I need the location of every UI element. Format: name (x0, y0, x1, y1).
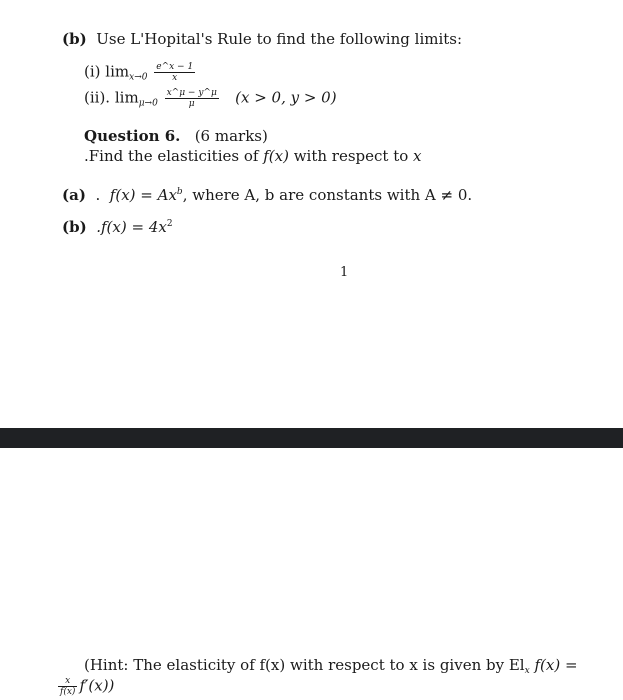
limit-item-i (84, 62, 197, 87)
limit-item-ii (84, 88, 337, 113)
question6-instruction (84, 147, 422, 165)
part-b-heading (62, 30, 462, 48)
hint-line-2 (56, 676, 114, 697)
part-b6-expr: .f(x) = 4x (96, 218, 167, 236)
item-i-sub: x→0 (129, 72, 148, 83)
instruction-prefix: .Find the elasticities of (84, 147, 264, 165)
part-a-rest: , where A, b are constants with A ≠ 0. (182, 186, 473, 204)
item-ii-denominator: μ (188, 99, 195, 109)
item-i-denominator: x (172, 73, 178, 83)
item-ii-label: (ii). (84, 88, 111, 107)
hint-line-1 (84, 656, 578, 680)
item-i-numerator: e^x − 1 (156, 62, 194, 72)
item-ii-condition: (x > 0, y > 0) (235, 88, 337, 107)
part-b-text: Use L'Hopital's Rule to find the following limits: (96, 30, 463, 48)
item-ii-lim: lim (114, 88, 139, 107)
document-page-bottom (0, 448, 623, 700)
item-i-fraction (154, 62, 195, 83)
hint-text: (Hint: The elasticity of f(x) with respect to x is given by El (84, 656, 525, 674)
item-ii-numerator: x^μ − y^μ (166, 88, 217, 98)
part-a-expr: f(x) = Ax (109, 186, 177, 204)
part-b-label: (b) (62, 30, 87, 48)
hint-frac-den: f(x) (60, 687, 76, 697)
hint-fraction (58, 676, 77, 697)
hint-line1-end: f(x) = (534, 656, 578, 674)
instruction-fx: f(x) (263, 147, 289, 165)
instruction-var: x (413, 147, 422, 165)
hint-frac-num: x (58, 676, 77, 687)
question6-heading (84, 127, 268, 145)
question6-part-b (62, 215, 173, 236)
hint-el-sub: x (524, 666, 530, 676)
item-i-label: (i) (84, 62, 101, 81)
question6-part-a (62, 183, 472, 204)
part-b6-exponent: 2 (166, 219, 173, 229)
instruction-mid: with respect to (288, 147, 414, 165)
part-a-sep: . (95, 186, 101, 204)
item-ii-fraction (165, 88, 219, 109)
page-separator (0, 428, 623, 448)
part-a-label: (a) (62, 186, 86, 204)
question6-title: Question 6. (84, 127, 181, 145)
question6-marks: (6 marks) (194, 127, 268, 145)
item-i-lim: lim (105, 62, 130, 81)
page-number: 1 (340, 265, 349, 280)
hint-line2-rest: f′(x)) (79, 676, 115, 695)
part-a-exponent: b (176, 187, 183, 197)
item-ii-sub: μ→0 (138, 98, 158, 109)
part-b6-label: (b) (62, 218, 87, 236)
